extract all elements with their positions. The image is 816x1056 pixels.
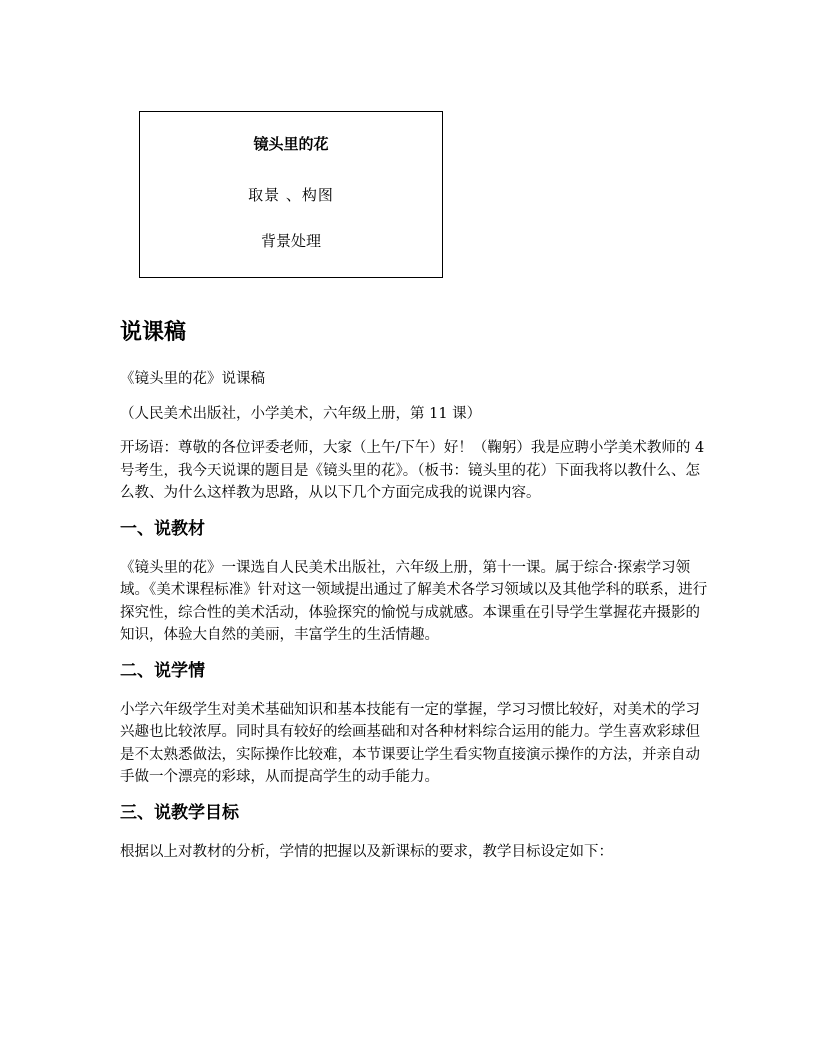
blackboard-box — [139, 111, 443, 278]
blackboard-item-background: 背景处理 — [260, 232, 321, 250]
section-body-students: 小学六年级学生对美术基础知识和基本技能有一定的掌握，学习习惯比较好，对美术的学习兴趣也比较浓厚。同时具有较好的绘画基础和对各种材料综合运用的能力。学生喜欢彩球但是不太熟悉做法，实际操作比较难，本节课要让学生看实物直接演示操作的方法，并亲自动手做一个漂亮的彩球，从而提高学生的动手能力。 — [120, 701, 700, 785]
document-title: 说课稿 — [120, 320, 187, 345]
opening-paragraph: 开场语：尊敬的各位评委老师，大家（上午/下午）好！（鞠躬）我是应聘小学美术教师的 4 号考生，我今天说课的题目是《镜头里的花》。（板书：镜头里的花）下面我将以教什么、怎么教、为什么这样教为思路，从以下几个方面完成我的说课内容。 — [120, 440, 705, 501]
section-heading-students: 二、说学情 — [120, 660, 205, 681]
blackboard-title: 镜头里的花 — [253, 135, 329, 153]
lesson-subtitle: 《镜头里的花》说课稿 — [120, 371, 265, 387]
lesson-source: （人民美术出版社，小学美术，六年级上册，第 11 课） — [120, 405, 482, 422]
blackboard-item-composition: 取景 、构图 — [248, 186, 334, 204]
section-body-objectives: 根据以上对教材的分析，学情的把握以及新课标的要求，教学目标设定如下： — [120, 843, 613, 860]
section-body-materials: 《镜头里的花》一课选自人民美术出版社，六年级上册，第十一课。属于综合·探索学习领域。《美术课程标准》针对这一领域提出通过了解美术各学习领域以及其他学科的联系，进行探究性，综合性的美术活动，体验探究的愉悦与成就感。本课重在引导学生掌握花卉摄影的知识，体验大自然的美丽，丰富学生的生活情趣。 — [120, 559, 708, 643]
document-body — [120, 318, 710, 875]
section-heading-materials: 一、说教材 — [120, 518, 205, 539]
section-heading-objectives: 三、说教学目标 — [120, 802, 239, 823]
